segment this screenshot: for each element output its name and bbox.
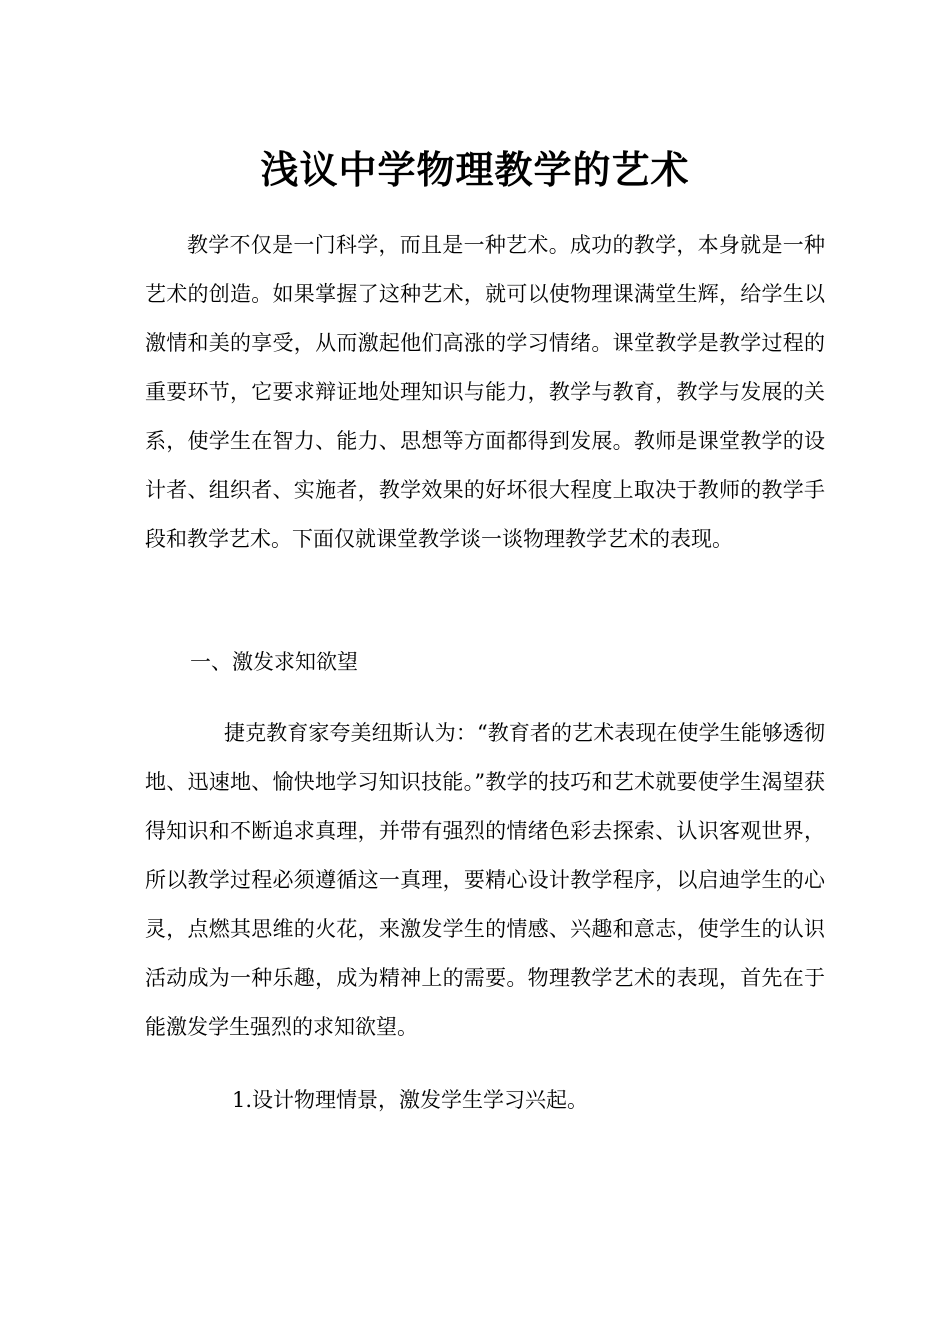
intro-paragraph: 教学不仅是一门科学，而且是一种艺术。成功的教学，本身就是一种艺术的创造。如果掌握了这种艺术，就可以使物理课满堂生辉，给学生以激情和美的享受，从而激起他们高涨的学习情绪。课堂教学是教学过程的重要环节，它要求辩证地处理知识与能力，教学与教育，教学与发展的关系，使学生在智力、能力、思想等方面都得到发展。教师是课堂教学的设计者、组织者、实施者，教学效果的好坏很大程度上取决于教师的教学手段和教学艺术。下面仅就课堂教学谈一谈物理教学艺术的表现。 <box>145 233 825 551</box>
document-title: 浅议中学物理教学的艺术 <box>260 148 690 192</box>
subsection-heading: 1.设计物理情景，激发学生学习兴起。 <box>232 1088 589 1112</box>
section-heading: 一、激发求知欲望 <box>190 650 358 674</box>
section-paragraph: 捷克教育家夸美纽斯认为：“教育者的艺术表现在使学生能够透彻地、迅速地、愉快地学习知识技能。”教学的技巧和艺术就要使学生渴望获得知识和不断追求真理，并带有强烈的情绪色彩去探索、认识客观世界，所以教学过程必须遵循这一真理，要精心设计教学程序，以启迪学生的心灵，点燃其思维的火花，来激发学生的情感、兴趣和意志，使学生的认识活动成为一种乐趣，成为精神上的需要。物理教学艺术的表现，首先在于能激发学生强烈的求知欲望。 <box>145 721 825 1039</box>
